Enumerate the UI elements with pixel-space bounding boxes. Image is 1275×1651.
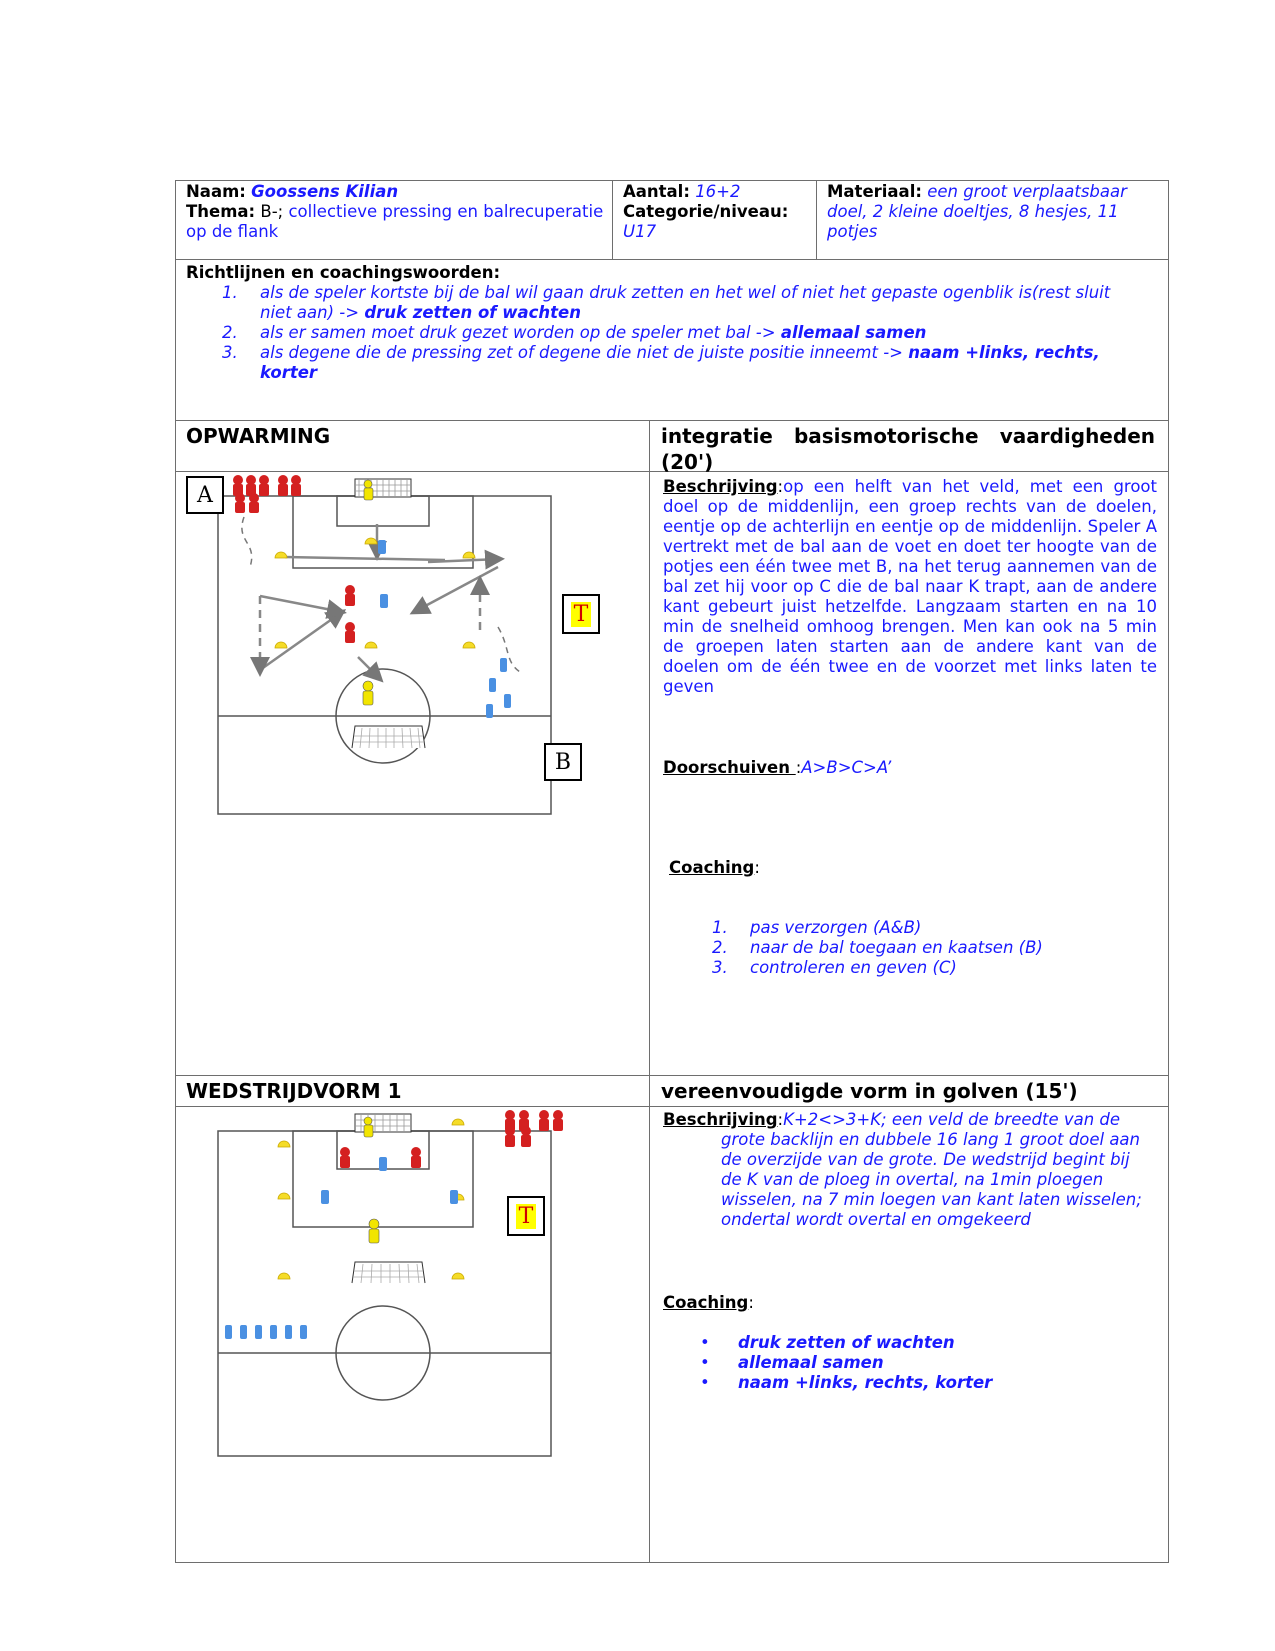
aantal-label: Aantal:: [623, 182, 690, 201]
categorie-label: Categorie/niveau:: [623, 202, 789, 221]
trainer-label: T: [516, 1204, 537, 1229]
aantal-cell: [623, 182, 813, 242]
trainer-label: T: [571, 602, 592, 627]
doorschuiven: Doorschuiven :A>B>C>A’: [663, 758, 892, 777]
thema-prefix: B-;: [260, 202, 284, 221]
wedstrijdvorm-beschrijving: Beschrijving:K+2<>3+K; een veld de breedte van de grote backlijn en dubbele 16 lang 1 groot doel aan de overzijde van de grote. De wedstrijd begint bij de K van de ploeg in overtal, na 1min ploegen wisselen, na 7 min loegen van kant laten wisselen; ondertal wordt overtal en omgekeerd: [663, 1110, 1142, 1229]
divider: [816, 180, 817, 260]
wedstrijdvorm-diagram: [180, 1107, 600, 1467]
divider: [175, 420, 1169, 421]
opwarming-coaching-list: [712, 918, 1132, 978]
materiaal-cell: [827, 182, 1147, 242]
opwarming-title: OPWARMING: [186, 424, 331, 448]
beschrijving-label: Beschrijving: [663, 1110, 778, 1129]
label-a: A: [186, 476, 224, 514]
wedstrijdvorm-coaching: Coaching:: [663, 1293, 754, 1312]
list-item: • naam +links, rechts, korter: [700, 1373, 993, 1392]
richtlijnen-section: [186, 263, 1136, 383]
opwarming-subtitle: integratie basismotorische vaardigheden (20'): [661, 424, 1155, 474]
divider: [612, 180, 613, 260]
materiaal-value: een groot verplaatsbaar doel, 2 kleine doeltjes, 8 hesjes, 11 potjes: [827, 182, 1127, 241]
wedstrijdvorm-coaching-list: [700, 1333, 1140, 1393]
doorschuiven-value: A>B>C>A’: [801, 758, 892, 777]
thema-label: Thema:: [186, 202, 256, 221]
trainer-marker: [562, 594, 600, 634]
divider: [649, 420, 650, 1563]
divider: [175, 259, 1169, 260]
list-item: 2. naar de bal toegaan en kaatsen (B): [712, 938, 1043, 957]
naam-label: Naam:: [186, 182, 246, 201]
opwarming-beschrijving: Beschrijving:op een helft van het veld, met een groot doel op de middenlijn, een groep rechts van de doelen, eentje op de achterlijn en eentje op de middenlijn. Speler A vertrekt met de bal aan de voet en doet ter hoogte van de potjes een één twee met B, na het terug aannemen van de bal zet hij voor op C die de bal naar K trapt, aan de andere kant gebeurt juist hetzelfde. Langzaam starten en na 10 min de snelheid omhoog brengen. Men kan ook na 5 min de groepen laten starten aan de andere kant van de doelen om de één twee en de voorzet met links laten te geven: [663, 477, 1157, 696]
coaching-label: Coaching: [663, 1293, 749, 1312]
list-item: 3. als degene die de pressing zet of degene die niet de juiste positie inneemt -> naam +links, rechts, korter: [222, 343, 1100, 382]
list-item: 1. als de speler kortste bij de bal wil gaan druk zetten en het wel of niet het gepaste ogenblik is(rest sluit niet aan) -> druk zetten of wachten: [222, 283, 1111, 322]
list-item: 1. pas verzorgen (A&B): [712, 918, 922, 937]
thema-value: collectieve pressing en balrecuperatie op de flank: [186, 202, 604, 241]
beschrijving-text: K+2<>3+K; een veld de breedte van de grote backlijn en dubbele 16 lang 1 groot doel aan de overzijde van de grote. De wedstrijd begint bij de K van de ploeg in overtal, na 1min ploegen wisselen, na 7 min loegen van kant laten wisselen; ondertal wordt overtal en omgekeerd: [721, 1110, 1142, 1229]
coaching-label: Coaching: [669, 858, 755, 877]
list-item: 2. als er samen moet druk gezet worden op de speler met bal -> allemaal samen: [222, 323, 927, 342]
list-item: • allemaal samen: [700, 1353, 884, 1372]
naam-value: Goossens Kilian: [251, 182, 399, 201]
beschrijving-text: op een helft van het veld, met een groot doel op de middenlijn, een groep rechts van de doelen, eentje op de achterlijn en eentje op de middenlijn. Speler A vertrekt met de bal aan de voet en doet ter hoogte van de potjes een één twee met B, na het terug aannemen van de bal zet hij voor op C die de bal naar K trapt, aan de andere kant gebeurt juist hetzelfde. Langzaam starten en na 10 min de snelheid omhoog brengen. Men kan ook na 5 min de groepen laten starten aan de andere kant van de doelen om de één twee en de voorzet met links laten te geven: [663, 477, 1157, 696]
beschrijving-label: Beschrijving: [663, 477, 778, 496]
richtlijnen-title: Richtlijnen en coachingswoorden:: [186, 263, 501, 282]
trainer-marker: [507, 1196, 545, 1236]
doorschuiven-label: Doorschuiven: [663, 758, 796, 777]
list-item: • druk zetten of wachten: [700, 1333, 955, 1352]
materiaal-label: Materiaal:: [827, 182, 922, 201]
wedstrijdvorm-title: WEDSTRIJDVORM 1: [186, 1079, 402, 1103]
divider: [175, 1075, 1169, 1076]
richtlijnen-list: [186, 283, 1136, 383]
wedstrijdvorm-subtitle: vereenvoudigde vorm in golven (15'): [661, 1079, 1078, 1103]
label-b: B: [544, 743, 582, 781]
opwarming-diagram: [180, 472, 600, 832]
opwarming-coaching: Coaching:: [669, 858, 760, 877]
aantal-value: 16+2: [695, 182, 741, 201]
naam-thema-cell: [186, 182, 606, 242]
categorie-value: U17: [623, 222, 657, 241]
list-item: 3. controleren en geven (C): [712, 958, 957, 977]
